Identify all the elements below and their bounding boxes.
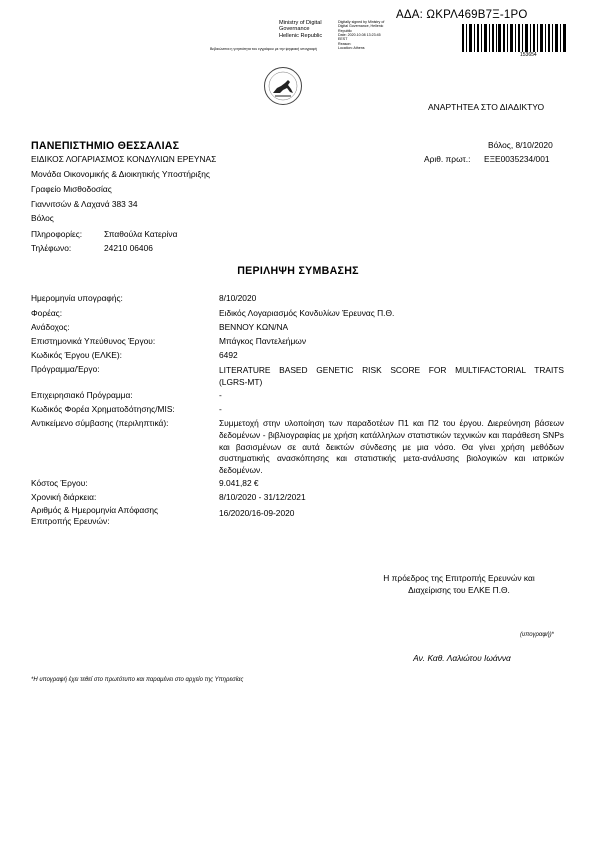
- field-label: Ανάδοχος:: [31, 322, 70, 332]
- field-value: -: [219, 404, 222, 414]
- university-seal-icon: [263, 66, 303, 106]
- field-value: 8/10/2020 - 31/12/2021: [219, 492, 306, 502]
- field-label: Κωδικός Φορέα Χρηματοδότησης/MIS:: [31, 404, 175, 414]
- info-value: Σπαθούλα Κατερίνα: [104, 229, 178, 239]
- field-label: Κόστος Έργου:: [31, 478, 88, 488]
- signature-mark: (υπογραφή)*: [520, 632, 554, 638]
- document-date: Βόλος, 8/10/2020: [488, 140, 553, 150]
- digital-signature-details: Digitally signed by Ministry of Digital Governance, Hellenic Republic Date: 2020.10.08 13:23:45 EEST Reason: Location: Athens: [338, 20, 385, 50]
- barcode-icon: [462, 24, 566, 52]
- field-label: Επιτροπής Ερευνών:: [31, 516, 110, 526]
- phone-value: 24210 06406: [104, 243, 153, 253]
- field-label: Πρόγραμμα/Έργο:: [31, 364, 100, 374]
- document-title: ΠΕΡΙΛΗΨΗ ΣΥΜΒΑΣΗΣ: [237, 265, 359, 277]
- footnote: *Η υπογραφή έχει τεθεί στο πρωτότυπο και παραμένει στο αρχείο της Υπηρεσίας: [31, 677, 244, 683]
- field-label: Φορέας:: [31, 308, 63, 318]
- protocol-label: Αριθ. πρωτ.:: [424, 154, 471, 164]
- field-label: Κωδικός Έργου (ΕΛΚΕ):: [31, 350, 122, 360]
- field-label: Ημερομηνία υπογραφής:: [31, 293, 123, 303]
- field-value: 8/10/2020: [219, 293, 257, 303]
- header-line-city: Βόλος: [31, 213, 54, 223]
- field-label: Επιχειρησιακό Πρόγραμμα:: [31, 390, 133, 400]
- authenticity-note: Βεβαιώνεται η γνησιότητα του εγγράφου με την ψηφιακή υπογραφή: [210, 47, 317, 51]
- info-label: Πληροφορίες:: [31, 229, 83, 239]
- field-label: Αριθμός & Ημερομηνία Απόφασης: [31, 505, 159, 515]
- header-line-office: Γραφείο Μισθοδοσίας: [31, 184, 112, 194]
- field-value: 16/2020/16-09-2020: [219, 508, 295, 518]
- field-value: 9.041,82 €: [219, 478, 259, 488]
- ada-code: ΑΔΑ: ΩΚΡΛ469Β7Ξ-1ΡΟ: [396, 9, 528, 21]
- header-line-account: ΕΙΔΙΚΟΣ ΛΟΓΑΡΙΑΣΜΟΣ ΚΟΝΔΥΛΙΩΝ ΕΡΕΥΝΑΣ: [31, 154, 217, 164]
- field-value: Μπάγκος Παντελεήμων: [219, 336, 307, 346]
- signatory-name: Αν. Καθ. Λαλιώτου Ιωάννα: [413, 653, 511, 663]
- signatory-role: Διαχείρισης του ΕΛΚΕ Π.Θ.: [408, 585, 510, 595]
- post-online-note: ΑΝΑΡΤΗΤΕΑ ΣΤΟ ΔΙΑΔΙΚΤΥΟ: [428, 102, 545, 112]
- university-name: ΠΑΝΕΠΙΣΤΗΜΙΟ ΘΕΣΣΑΛΙΑΣ: [31, 140, 180, 152]
- field-value: ΒΕΝΝΟΥ ΚΩΝ/ΝΑ: [219, 322, 289, 332]
- field-value: -: [219, 390, 222, 400]
- signatory-role: Η πρόεδρος της Επιτροπής Ερευνών και: [383, 573, 535, 583]
- field-value: 6492: [219, 350, 238, 360]
- field-label: Επιστημονικά Υπεύθυνος Έργου:: [31, 336, 156, 346]
- protocol-number: ΕΞΕ0035234/001: [484, 154, 550, 164]
- header-line-unit: Μονάδα Οικονομικής & Διοικητικής Υποστήριξης: [31, 169, 210, 179]
- field-label: Αντικείμενο σύμβασης (περιληπτικά):: [31, 418, 169, 428]
- phone-label: Τηλέφωνο:: [31, 243, 72, 253]
- header-line-address: Γιαννιτσών & Λαχανά 383 34: [31, 199, 138, 209]
- barcode-number: 153654: [520, 52, 537, 58]
- field-value: LITERATURE BASED GENETIC RISK SCORE FOR MULTIFACTORIAL TRAITS (LGRS-MT): [219, 365, 564, 388]
- field-value: Συμμετοχή στην υλοποίηση των παραδοτέων Π1 και Π2 του έργου. Διερεύνηση βάσεων δεδομένων - βιβλιογραφίας με χρήση κατάλληλων στατιστικών τεχνικών και παράθεση SNPs και βασισμένων σε αυτά δεικτών σύνδεσης με μια νόσο. Θα γίνει χρήση μεθόδων συστηματικής ανασκόπησης και στατιστικής μετα-ανάλυσης βιολογικών και ιατρικών δεδομένων.: [219, 418, 564, 476]
- field-value: Ειδικός Λογαριασμός Κονδυλίων Έρευνας Π.Θ.: [219, 308, 395, 318]
- field-label: Χρονική διάρκεια:: [31, 492, 97, 502]
- ministry-signature-label: Ministry of Digital Governance Hellenic Republic: [279, 20, 323, 39]
